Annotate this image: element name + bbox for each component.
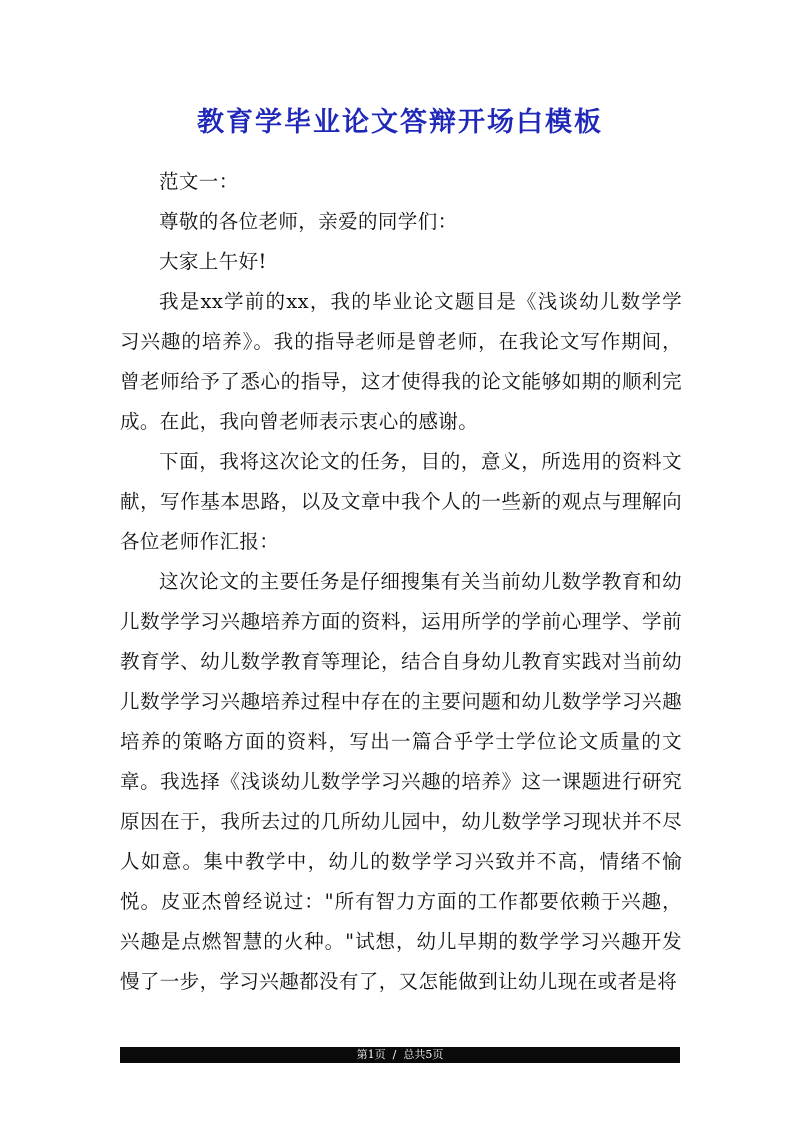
paragraph: 下面，我将这次论文的任务，目的，意义，所选用的资料文献，写作基本思路，以及文章中我个人的一些新的观点与理解向各位老师作汇报：	[120, 450, 682, 553]
paragraph: 尊敬的各位老师，亲爱的同学们：	[159, 210, 458, 233]
paragraph: 这次论文的主要任务是仔细搜集有关当前幼儿数学教育和幼儿数学学习兴趣培养方面的资料，运用所学的学前心理学、学前教育学、幼儿数学教育等理论，结合自身幼儿教育实践对当前幼儿数学学习兴趣培养过程中存在的主要问题和幼儿数学学习兴趣培养的策略方面的资料，写出一篇合乎学士学位论文质量的文章。我选择《浅谈幼儿数学学习兴趣的培养》这一课题进行研究原因在于，我所去过的几所幼儿园中，幼儿数学学习现状并不尽人如意。集中教学中，幼儿的数学学习兴致并不高，情绪不愉悦。皮亚杰曾经说过："所有智力方面的工作都要依赖于兴趣，兴趣是点燃智慧的火种。"试想，幼儿早期的数学学习兴趣开发慢了一步，学习兴趣都没有了，又怎能做到让幼儿现在或者是将	[120, 570, 682, 993]
page-footer-bar	[120, 1047, 680, 1063]
page-number: 第1页 / 总共5页	[356, 1048, 444, 1061]
paragraph: 范文一：	[159, 170, 239, 193]
paragraph: 大家上午好!	[159, 250, 267, 273]
document-body	[120, 162, 682, 1002]
paragraph: 我是xx学前的xx，我的毕业论文题目是《浅谈幼儿数学学习兴趣的培养》。我的指导老师是曾老师，在我论文写作期间，曾老师给予了悉心的指导，这才使得我的论文能够如期的顺利完成。在此，我向曾老师表示衷心的感谢。	[120, 290, 682, 433]
document-title: 教育学毕业论文答辩开场白模板	[197, 107, 603, 138]
